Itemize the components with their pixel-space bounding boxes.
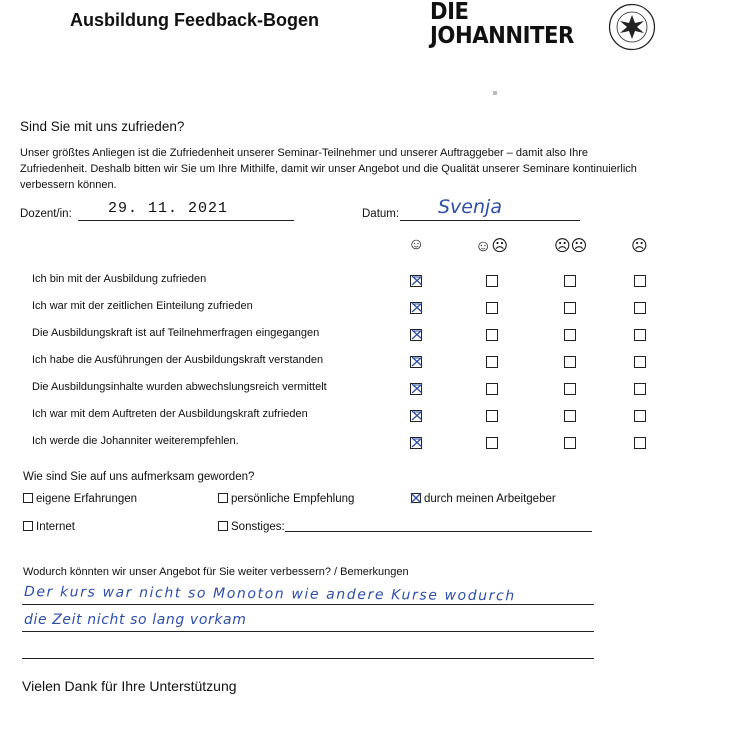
dozent-value[interactable]: 29. 11. 2021 bbox=[108, 200, 229, 217]
option-eigene-erfahrungen[interactable] bbox=[23, 493, 137, 505]
rating-checkbox[interactable] bbox=[486, 383, 498, 395]
rating-checkbox[interactable] bbox=[564, 302, 576, 314]
rating-checkbox[interactable] bbox=[634, 356, 646, 368]
rating-checkbox[interactable] bbox=[634, 410, 646, 422]
option-persoenliche-empfehlung[interactable] bbox=[218, 493, 354, 505]
remarks-handwriting-line-2[interactable]: die Zeit nicht so lang vorkam bbox=[24, 612, 247, 628]
checkbox-internet[interactable] bbox=[23, 521, 33, 531]
rating-checkbox[interactable] bbox=[486, 329, 498, 341]
option-label: durch meinen Arbeitgeber bbox=[424, 493, 556, 505]
datum-line bbox=[400, 220, 580, 221]
datum-label: Datum: bbox=[362, 208, 400, 220]
dozent-label: Dozent/in: bbox=[20, 208, 72, 220]
question-text: Ich bin mit der Ausbildung zufrieden bbox=[32, 273, 207, 285]
form-title: Ausbildung Feedback-Bogen bbox=[70, 10, 320, 30]
rating-checkbox[interactable] bbox=[564, 275, 576, 287]
scan-artifact bbox=[493, 91, 497, 95]
rating-checkbox[interactable] bbox=[486, 302, 498, 314]
option-label: Internet bbox=[36, 521, 75, 533]
option-arbeitgeber[interactable] bbox=[411, 493, 556, 505]
question-text: Ich werde die Johanniter weiterempfehlen. bbox=[32, 435, 239, 447]
remarks-handwriting-line-1[interactable]: Der kurs war nicht so Monoton wie andere Kurse wodurch bbox=[23, 584, 516, 605]
sad-smiley-icon: ☹ bbox=[631, 238, 648, 255]
remarks-line-3 bbox=[22, 658, 594, 659]
rating-checkbox[interactable] bbox=[634, 383, 646, 395]
checkbox-persoenliche-empfehlung[interactable] bbox=[218, 493, 228, 503]
datum-value[interactable]: Svenja bbox=[438, 196, 502, 218]
checkbox-eigene-erfahrungen[interactable] bbox=[23, 493, 33, 503]
rating-checkbox[interactable] bbox=[410, 410, 422, 422]
rating-checkbox[interactable] bbox=[564, 410, 576, 422]
remarks-heading: Wodurch könnten wir unser Angebot für Sie weiter verbessern? / Bemerkungen bbox=[23, 566, 409, 578]
rating-checkbox[interactable] bbox=[486, 437, 498, 449]
question-text: Ich war mit der zeitlichen Einteilung zufrieden bbox=[32, 300, 253, 312]
rating-checkbox[interactable] bbox=[634, 329, 646, 341]
remarks-line-2 bbox=[22, 631, 594, 632]
option-sonstiges[interactable] bbox=[218, 521, 285, 533]
johanniter-seal-icon bbox=[608, 3, 656, 51]
checkbox-sonstiges[interactable] bbox=[218, 521, 228, 531]
rating-checkbox[interactable] bbox=[564, 356, 576, 368]
rating-checkbox[interactable] bbox=[564, 329, 576, 341]
option-label: Sonstiges: bbox=[231, 521, 285, 533]
rating-checkbox[interactable] bbox=[410, 275, 422, 287]
rating-checkbox[interactable] bbox=[564, 383, 576, 395]
option-internet[interactable] bbox=[23, 521, 75, 533]
rating-checkbox[interactable] bbox=[634, 275, 646, 287]
intro-heading: Sind Sie mit uns zufrieden? bbox=[20, 119, 185, 134]
question-text: Die Ausbildungskraft ist auf Teilnehmerfragen eingegangen bbox=[32, 327, 320, 339]
question-text: Die Ausbildungsinhalte wurden abwechslungsreich vermittelt bbox=[32, 381, 327, 393]
brand-line-2: JOHANNITER bbox=[430, 23, 574, 49]
brand-logo bbox=[430, 0, 574, 48]
sonstiges-line[interactable] bbox=[285, 531, 592, 532]
rating-checkbox[interactable] bbox=[410, 383, 422, 395]
rating-checkbox[interactable] bbox=[410, 329, 422, 341]
rating-checkbox[interactable] bbox=[486, 410, 498, 422]
rating-checkbox[interactable] bbox=[486, 275, 498, 287]
rating-checkbox[interactable] bbox=[410, 437, 422, 449]
rating-checkbox[interactable] bbox=[410, 302, 422, 314]
brand-line-1: DIE bbox=[430, 0, 469, 25]
happy-neutral-smiley-icon: ☺☹ bbox=[475, 238, 509, 255]
intro-text: Unser größtes Anliegen ist die Zufriedenheit unserer Seminar-Teilnehmer und unserer Auftraggeber – damit also Ihre Zufriedenheit. Deshalb bitten wir Sie um Ihre Mithilfe, damit wir unser Angebot und die Qualität unserer Seminare kontinuierlich verbessern können. bbox=[20, 147, 637, 191]
neutral-sad-smiley-icon: ☹☹ bbox=[554, 238, 588, 255]
dozent-line bbox=[78, 220, 294, 221]
rating-checkbox[interactable] bbox=[564, 437, 576, 449]
checkbox-arbeitgeber[interactable] bbox=[411, 493, 421, 503]
rating-checkbox[interactable] bbox=[410, 356, 422, 368]
thanks-text: Vielen Dank für Ihre Unterstützung bbox=[22, 678, 237, 694]
question-text: Ich habe die Ausführungen der Ausbildungskraft verstanden bbox=[32, 354, 324, 366]
option-label: persönliche Empfehlung bbox=[231, 493, 355, 505]
question-text: Ich war mit dem Auftreten der Ausbildungskraft zufrieden bbox=[32, 408, 308, 420]
option-label: eigene Erfahrungen bbox=[36, 493, 138, 505]
source-heading: Wie sind Sie auf uns aufmerksam geworden? bbox=[23, 471, 255, 483]
rating-checkbox[interactable] bbox=[486, 356, 498, 368]
very-happy-smiley-icon: ☺ bbox=[408, 236, 425, 253]
rating-checkbox[interactable] bbox=[634, 437, 646, 449]
rating-checkbox[interactable] bbox=[634, 302, 646, 314]
